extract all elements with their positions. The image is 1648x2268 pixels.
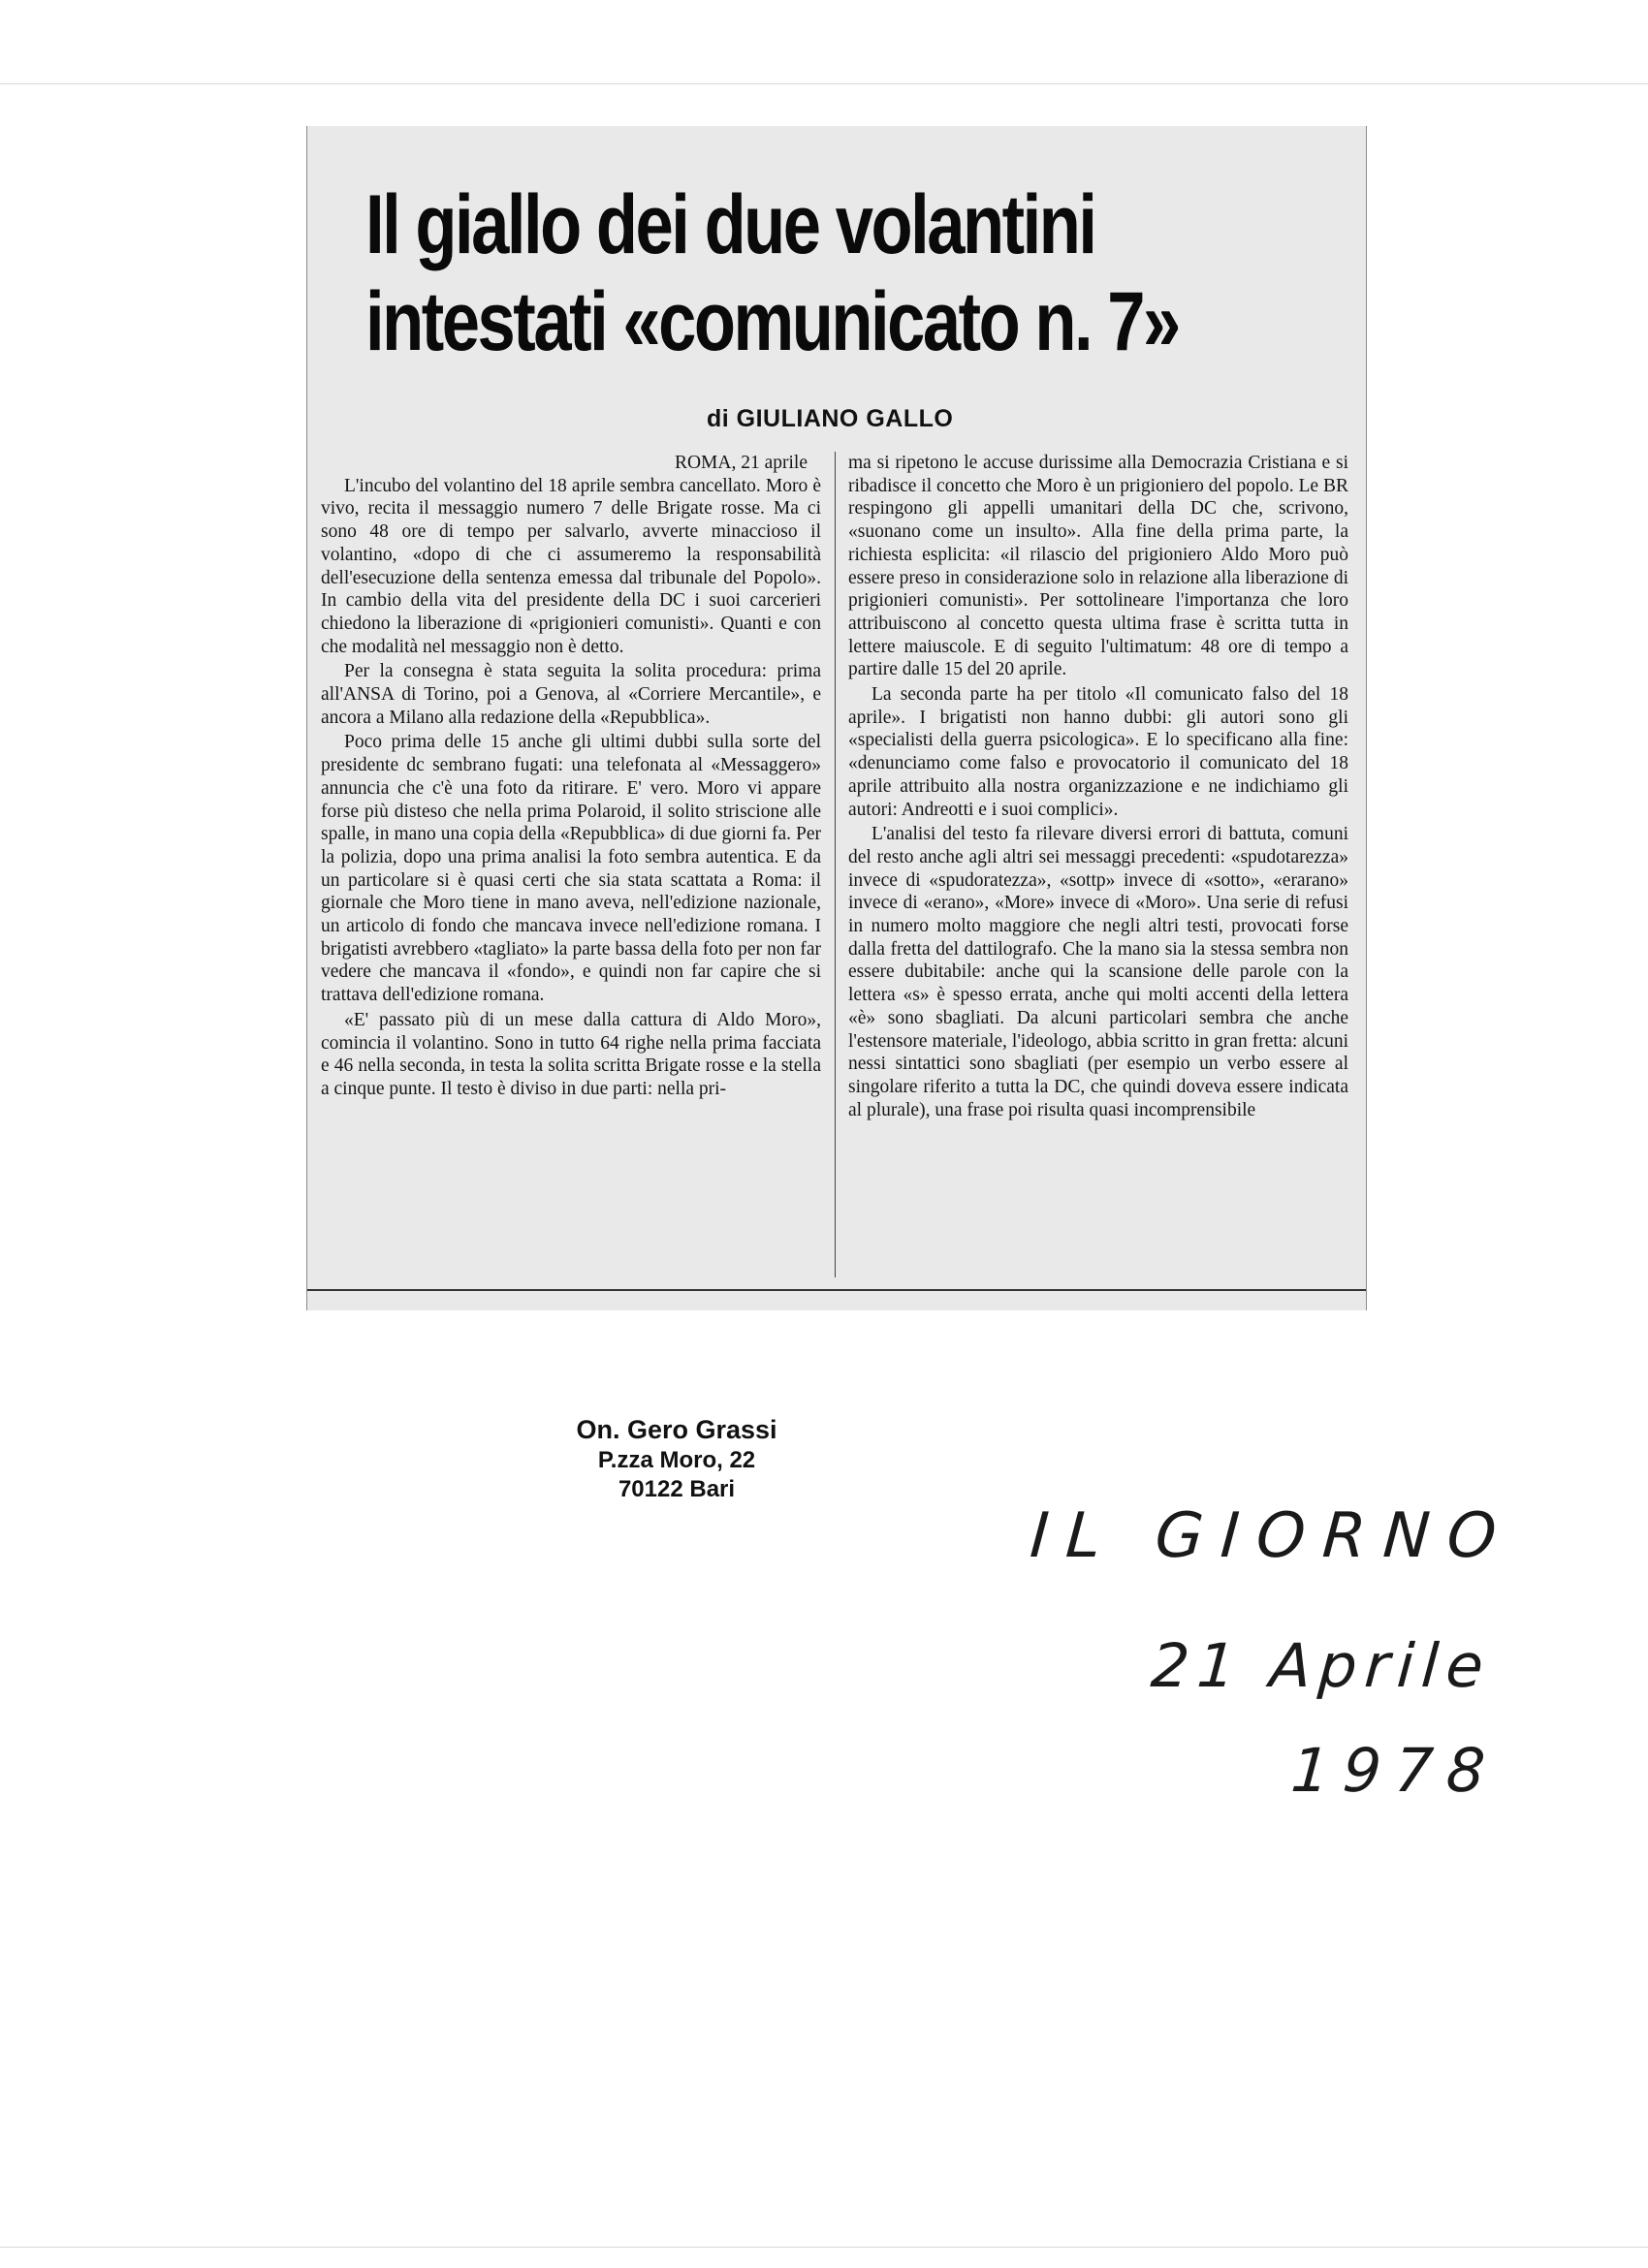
headline-line-2: intestati «comunicato n. 7» bbox=[365, 275, 1179, 368]
column-divider bbox=[835, 452, 836, 1277]
paragraph: Per la consegna è stata seguita la solita procedura: prima all'ANSA di Torino, poi a Genova, al «Corriere Mercantile», e ancora a Milano alla redazione della «Repubblica». bbox=[321, 661, 821, 728]
paragraph: L'analisi del testo fa rilevare diversi errori di battuta, comuni del resto anche agli altri sei messaggi precedenti: «spudotarezza» invece di «spudoratezza», «sottp» invece di «sotto», «erarano» invece di «erano», «More» invece di «Moro». Una serie di refusi in numero molto maggiore che negli altri testi, provocati forse dalla fretta del dattilografo. Che la mano sia la stessa sembra non essere dubitabile: anche qui la scansione delle parole con la lettera «s» è spesso errata, anche qui molti accenti della lettera «è» sono sbagliati. Da alcuni particolari sembra che anche l'estensore materiale, l'ideologo, abbia scritto in gran fretta: alcuni nessi sintattici sono sbagliati (per esempio un verbo essere al singolare riferito a tutta la DC, che quindi doveva essere indicata al plurale), una frase poi risulta quasi incomprensibile bbox=[848, 824, 1348, 1120]
handwritten-note bbox=[1014, 1493, 1518, 1812]
paragraph: La seconda parte ha per titolo «Il comunicato falso del 18 aprile». I brigatisti non hanno dubbi: gli autori sono gli «specialisti della guerra psicologica». E lo specificano alla fine: «denunciamo come falso e provocatorio il comunicato del 18 aprile attribuito alla nostra organizzazione e ne indichiamo gli autori: Andreotti e i suoi complici». bbox=[848, 684, 1348, 820]
headline-line-1: Il giallo dei due volantini bbox=[365, 178, 1095, 271]
article-body bbox=[321, 452, 1348, 1277]
page-top-edge bbox=[0, 83, 1648, 84]
paragraph: «E' passato più di un mese dalla cattura di Aldo Moro», comincia il volantino. Sono in tutto 64 righe nella prima facciata e 46 nella seconda, in testa la solita scritta Brigate rosse e la stella a cinque punte. Il testo è diviso in due parti: nella pri- bbox=[321, 1009, 821, 1099]
show-through-text bbox=[307, 130, 1366, 151]
paragraph: L'incubo del volantino del 18 aprile sembra cancellato. Moro è vivo, recita il messaggio numero 7 delle Brigate rosse. Ma ci sono 48 ore di tempo per salvarlo, avverte minaccioso il volantino, «dopo di che ci assumeremo la responsabilità dell'esecuzione della sentenza emessa dal tribunale del Popolo». In cambio della vita del presidente della DC i suoi carcerieri chiedono la liberazione di «prigionieri comunisti». Quanti e con che modalità nel messaggio non è detto. bbox=[321, 475, 821, 657]
headline bbox=[365, 176, 1179, 370]
stamp-city: 70122 Bari bbox=[618, 1476, 736, 1502]
dateline: ROMA, 21 aprile bbox=[674, 453, 808, 473]
handwritten-year: 1978 bbox=[1288, 1735, 1502, 1806]
page-bottom-edge bbox=[0, 2247, 1648, 2248]
handwritten-date: 21 Aprile bbox=[1148, 1630, 1494, 1701]
article-column-1 bbox=[321, 452, 821, 1277]
handwritten-source: IL GIORNO bbox=[1028, 1500, 1516, 1572]
stamp-name: On. Gero Grassi bbox=[576, 1415, 777, 1444]
stamp-street: P.zza Moro, 22 bbox=[597, 1447, 756, 1473]
byline: di GIULIANO GALLO bbox=[707, 405, 954, 432]
paragraph: ma si ripetono le accuse durissime alla Democrazia Cristiana e si ribadisce il concetto che Moro è un prigioniero del popolo. Le BR respingono gli appelli umanitari della DC che, scrivono, «suonano come un insulto». Alla fine della prima parte, la richiesta esplicita: «il rilascio del prigioniero Aldo Moro può essere preso in considerazione solo in relazione alla liberazione di prigionieri comunisti». Per sottolineare l'importanza che loro attribuiscono al concetto questa ultima frase è scritta tutta in lettere maiuscole. E di seguito l'ultimatum: 48 ore di tempo a partire dalle 15 del 20 aprile. bbox=[848, 453, 1348, 680]
clipping-bottom-rule bbox=[307, 1289, 1366, 1291]
article-column-2 bbox=[848, 452, 1348, 1277]
newspaper-clipping bbox=[306, 126, 1367, 1310]
paragraph: Poco prima delle 15 anche gli ultimi dubbi sulla sorte del presidente dc sembrano fugati: una telefonata al «Messaggero» annuncia che c'è una foto da ritirare. E' vero. Moro vi appare forse più disteso che nella prima Polaroid, il solito striscione alle spalle, in mano una copia della «Repubblica» di due giorni fa. Per la polizia, dopo una prima analisi la foto sembra autentica. E da un particolare si è quasi certi che sia stata scattata a Roma: il giornale che Moro tiene in mano aveva, nell'edizione nazionale, un articolo di fondo che mancava invece nell'edizione romana. I brigatisti avrebbero «tagliato» la parte bassa della foto per non far vedere che mancava il «fondo», e quindi non far capire che si trattava dell'edizione romana. bbox=[321, 732, 821, 1006]
address-stamp bbox=[551, 1413, 803, 1504]
